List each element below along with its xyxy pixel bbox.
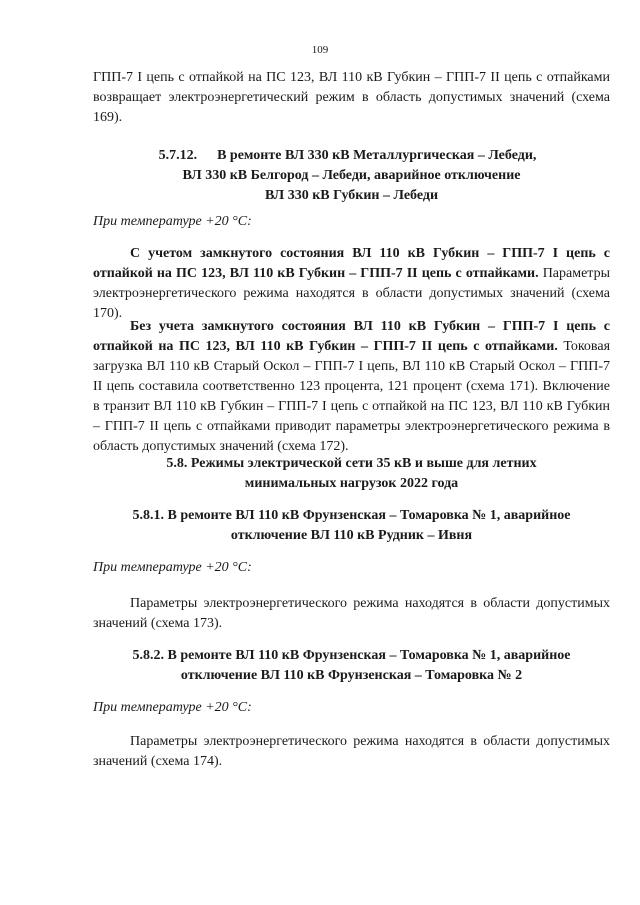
paragraph-with-closed-state [93,244,610,324]
section-5-8-line2: минимальных нагрузок 2022 года [244,476,459,491]
section-5-8-1-line2: отключение ВЛ 110 кВ Рудник – Ивня [230,528,473,543]
section-5-7-12-heading [93,146,610,206]
paragraph-scheme-174: Параметры электроэнергетического режима находятся в области допустимых значений (схема 174). [93,734,610,769]
paragraph-with-closed-state-lead: С учетом замкнутого состояния ВЛ 110 кВ Губкин – ГПП-7 I цепь с отпайкой на ПС 123, ВЛ 110 кВ Губкин – ГПП-7 II цепь с отпайками. [93,246,610,281]
section-5-8-2-heading [93,646,610,686]
section-5-8-line1: 5.8. Режимы электрической сети 35 кВ и выше для летних [166,456,537,471]
paragraph-without-closed-state-text: Токовая загрузка ВЛ 110 кВ Старый Оскол – ГПП-7 I цепь, ВЛ 110 кВ Старый Оскол – ГПП-7 II цепь составила соответственно 123 процента, 121 процент (схема 171). Включение в транзит ВЛ 110 кВ Губкин – ГПП-7 I цепь с отпайкой на ПС 123, ВЛ 110 кВ Губкин – ГПП-7 II цепь с отпайками приводит параметры электроэнергетического режима в область допустимых значений (схема 172). [93,339,611,454]
section-5-7-12-number: 5.7.12. [158,148,198,163]
section-5-7-12-line2: ВЛ 330 кВ Белгород – Лебеди, аварийное отключение [182,168,521,183]
temperature-label-1: При температуре +20 °С: [93,214,252,229]
section-5-8-2-line1: 5.8.2. В ремонте ВЛ 110 кВ Фрунзенская – Томаровка № 1, аварийное [132,648,571,663]
section-5-8-heading [93,454,610,494]
section-5-8-1-line1: 5.8.1. В ремонте ВЛ 110 кВ Фрунзенская – Томаровка № 1, аварийное [132,508,571,523]
paragraph-scheme-173: Параметры электроэнергетического режима находятся в области допустимых значений (схема 173). [93,596,610,631]
section-5-8-2-line2: отключение ВЛ 110 кВ Фрунзенская – Томаровка № 2 [180,668,523,683]
temperature-label-3: При температуре +20 °С: [93,700,252,715]
section-5-7-12-line1: 5.7.12. В ремонте ВЛ 330 кВ Металлургическая – Лебеди, [158,148,537,163]
paragraph-without-closed-state-lead: Без учета замкнутого состояния ВЛ 110 кВ Губкин – ГПП-7 I цепь с отпайкой на ПС 123, ВЛ 110 кВ Губкин – ГПП-7 II цепь с отпайками. [93,319,610,354]
temperature-label-2: При температуре +20 °С: [93,560,252,575]
paragraph-without-closed-state [93,317,610,457]
section-5-7-12-line3: ВЛ 330 кВ Губкин – Лебеди [264,188,439,203]
paragraph-with-closed-state-text: Параметры электроэнергетического режима находятся в области допустимых значений (схема 170). [93,266,610,321]
intro-paragraph: ГПП-7 I цепь с отпайкой на ПС 123, ВЛ 110 кВ Губкин – ГПП-7 II цепь с отпайками возвращает электроэнергетический режим в область допустимых значений (схема 169). [93,70,610,125]
page-number: 109 [311,44,329,56]
section-5-8-1-heading [93,506,610,546]
